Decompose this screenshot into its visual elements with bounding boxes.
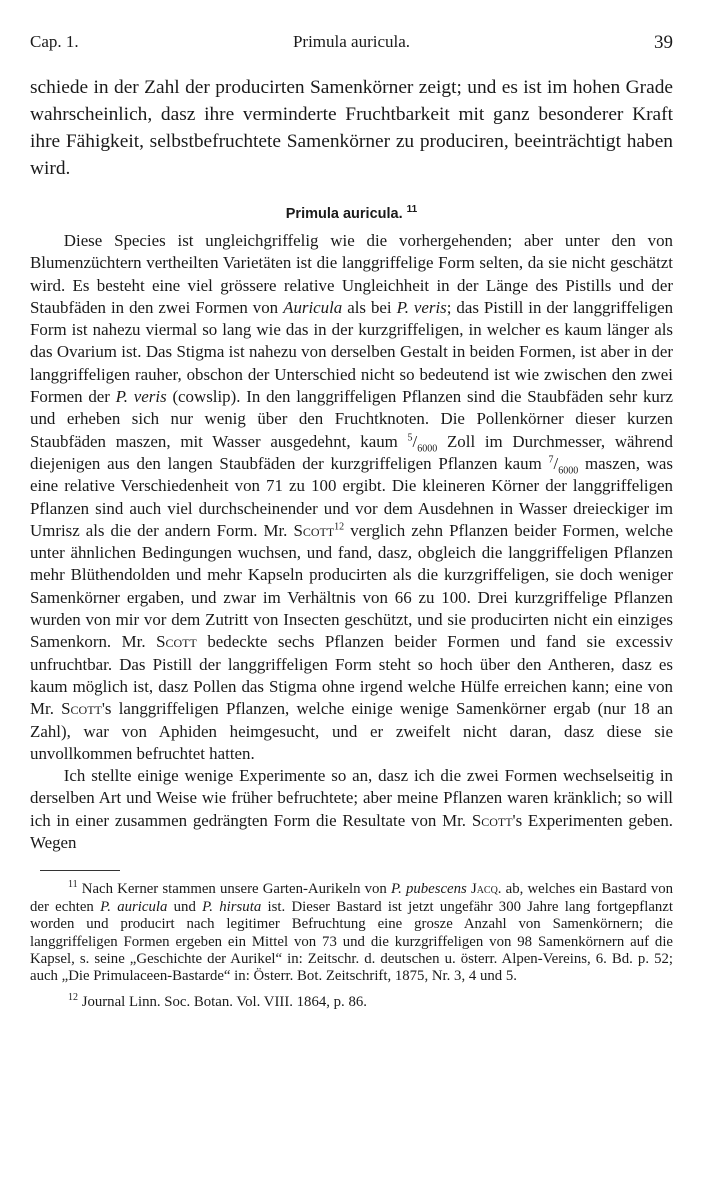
chapter-label: Cap. 1.: [30, 32, 79, 51]
footnote-ref-11: 11: [406, 204, 418, 216]
section-title-text: Primula auricula.: [285, 206, 403, 222]
text-run: 's Experimenten geben. Wegen: [30, 810, 673, 853]
fraction-numerator: 7: [548, 454, 554, 466]
species-name: P. veris: [115, 387, 167, 407]
text-run: verglich zehn Pflanzen beider Formen, welche unter ähnlichen Bedingungen wuchsen, und fand, dasz, obgleich die langgriffeligen Pflanzen mehr Blüthendolden und mehr Kapseln producirten als die kurzgriffeligen, sie doch weniger Samenkörner ergaben, und zwar im Verhältnis von 66 zu 100. Drei kurzgriffelige Pflanzen wurden von mir vor dem Zutritt von Insecten geschützt, und sie producirten nicht ein einziges Samenkorn. Mr.: [30, 520, 674, 652]
author-name: Scott: [156, 632, 197, 652]
body-paragraph-1: [30, 230, 673, 765]
text-run: Diese Species ist ungleichgriffelig wie die vorhergehenden; aber unter den von Blumenzüchtern vertheilten Varietäten ist die langgriffelige Form selten, da sie nicht geschätzt wird. Es besteht eine viel grössere relative Ungleichheit in der Länge des Pistills und der Staubfäden in den zwei Formen von: [30, 231, 673, 317]
running-header: [30, 30, 673, 60]
species-name: Auricula: [283, 297, 343, 317]
fraction: $^7/_{6000}$: [548, 453, 579, 477]
page-number: 39: [654, 32, 673, 53]
section-title: [30, 206, 673, 222]
text-run: Ich stellte einige wenige Experimente so an, dasz ich die zwei Formen wechselseitig in derselben Art und Weise wie früher befruchtete; aber meine Pflanzen waren kränklich; so will ich in einer zusammen gedrängten Form die Resultate von Mr.: [30, 766, 673, 830]
fraction-denominator: 6000: [417, 443, 438, 455]
text-run: und: [173, 898, 196, 915]
author-name: Scott: [471, 810, 513, 830]
author-abbrev: Jacq.: [470, 881, 502, 898]
intro-paragraph: schiede in der Zahl der producirten Samenkörner zeigt; und es ist im hohen Grade wahrscheinlich, dasz ihre verminderte Fruchtbarkeit mit ganz besonderer Kraft ihre Fähigkeit, selbstbefruchtete Samenkörner zu produciren, beeinträchtigt haben wird.: [30, 77, 673, 179]
text-run: als bei: [347, 297, 392, 317]
species-name: P. auricula: [100, 898, 168, 915]
text-run: Journal Linn. Soc. Botan. Vol. VIII. 1864, p. 86.: [81, 993, 367, 1010]
text-run: Nach Kerner stammen unsere Garten-Aurikeln von: [81, 881, 387, 898]
fraction-denominator: 6000: [558, 465, 579, 477]
author-name: Scott: [61, 699, 102, 719]
text-run: ist. Dieser Bastard ist jetzt ungefähr 300 Jahre lang fortgepflanzt worden und producirt nach legitimer Befruchtung eine grosze Anzahl von Samenkörnern; die langgriffeligen Formen ergeben ein Mittel von 73 und die kurzgriffeligen von 98 Samenkörnern auf die Kapsel, s. seine „Geschichte der Aurikel“ in: Zeitschr. d. deutschen u. österr. Alpen-Vereins, 6. Bd. p. 52; auch „Die Primulaceen-Bastarde“ in: Österr. Bot. Zeitschrift, 1875, Nr. 3, 4 und 5.: [30, 898, 673, 985]
fraction: $^5/_{6000}$: [407, 431, 438, 455]
footnote-11: [30, 881, 673, 985]
text-run: maszen, was eine relative Verschiedenheit von 71 zu 100 ergibt. Die kleineren Körner der langgriffeligen Pflanzen sind auch viel durchscheinender und vor dem Ausdehnen in Wasser dreieckiger im Umrisz als die der andern Form. Mr.: [30, 453, 673, 540]
author-name: Scott: [293, 520, 335, 540]
footnote-number: 11: [68, 879, 78, 891]
species-name: P. veris: [396, 297, 447, 317]
species-name: P. hirsuta: [202, 898, 262, 915]
text-run: ; das Pistill in der langgriffeligen Form ist nahezu viermal so lang wie das in der kurzgriffeligen, in welcher es kaum länger als das Ovarium ist. Das Stigma ist nahezu von derselben Gestalt in beiden Formen, ist aber in der langgriffeligen rauher, obschon der Unterschied nicht so bedeutend ist wie zwischen den zwei Formen der: [30, 297, 674, 407]
species-name: P. pubescens: [390, 881, 467, 898]
footnote-divider: [40, 870, 120, 871]
text-run: Zoll im Durchmesser, während diejenigen aus den langen Staubfäden der kurzgriffeligen Pflanzen kaum: [30, 431, 673, 473]
footnote-number: 12: [68, 991, 78, 1003]
text-run: 's langgriffeligen Pflanzen, welche einige wenige Samenkörner ergab (nur 18 an Zahl), war von Aphiden heimgesucht, und er zweifelt nicht daran, dasz diese sie unvollkommen befruchtet hatten.: [30, 699, 673, 763]
footnote-ref-12: 12: [334, 521, 345, 533]
fraction-numerator: 5: [407, 432, 413, 444]
body-paragraph-2: [30, 765, 673, 854]
running-title: Primula auricula.: [292, 32, 411, 51]
text-run: bedeckte sechs Pflanzen beider Formen und fand sie excessiv unfruchtbar. Das Pistill der langgriffeligen Form steht so hoch über den Antheren, dasz es kaum möglich ist, dasz Pollen das Stigma ohne irgend welche Hülfe erreichen kann; eine von Mr.: [30, 632, 673, 719]
footnote-12: [30, 991, 673, 1011]
text-run: ab, welches ein Bastard von der echten: [30, 881, 674, 915]
text-run: (cowslip). In den langgriffeligen Pflanzen sind die Staubfäden sehr kurz und erheben sich nur wenig über den Fruchtknoten. Die Pollenkörner dieser kurzen Staubfäden maszen, mit Wasser ausgedehnt, kaum: [30, 387, 673, 451]
